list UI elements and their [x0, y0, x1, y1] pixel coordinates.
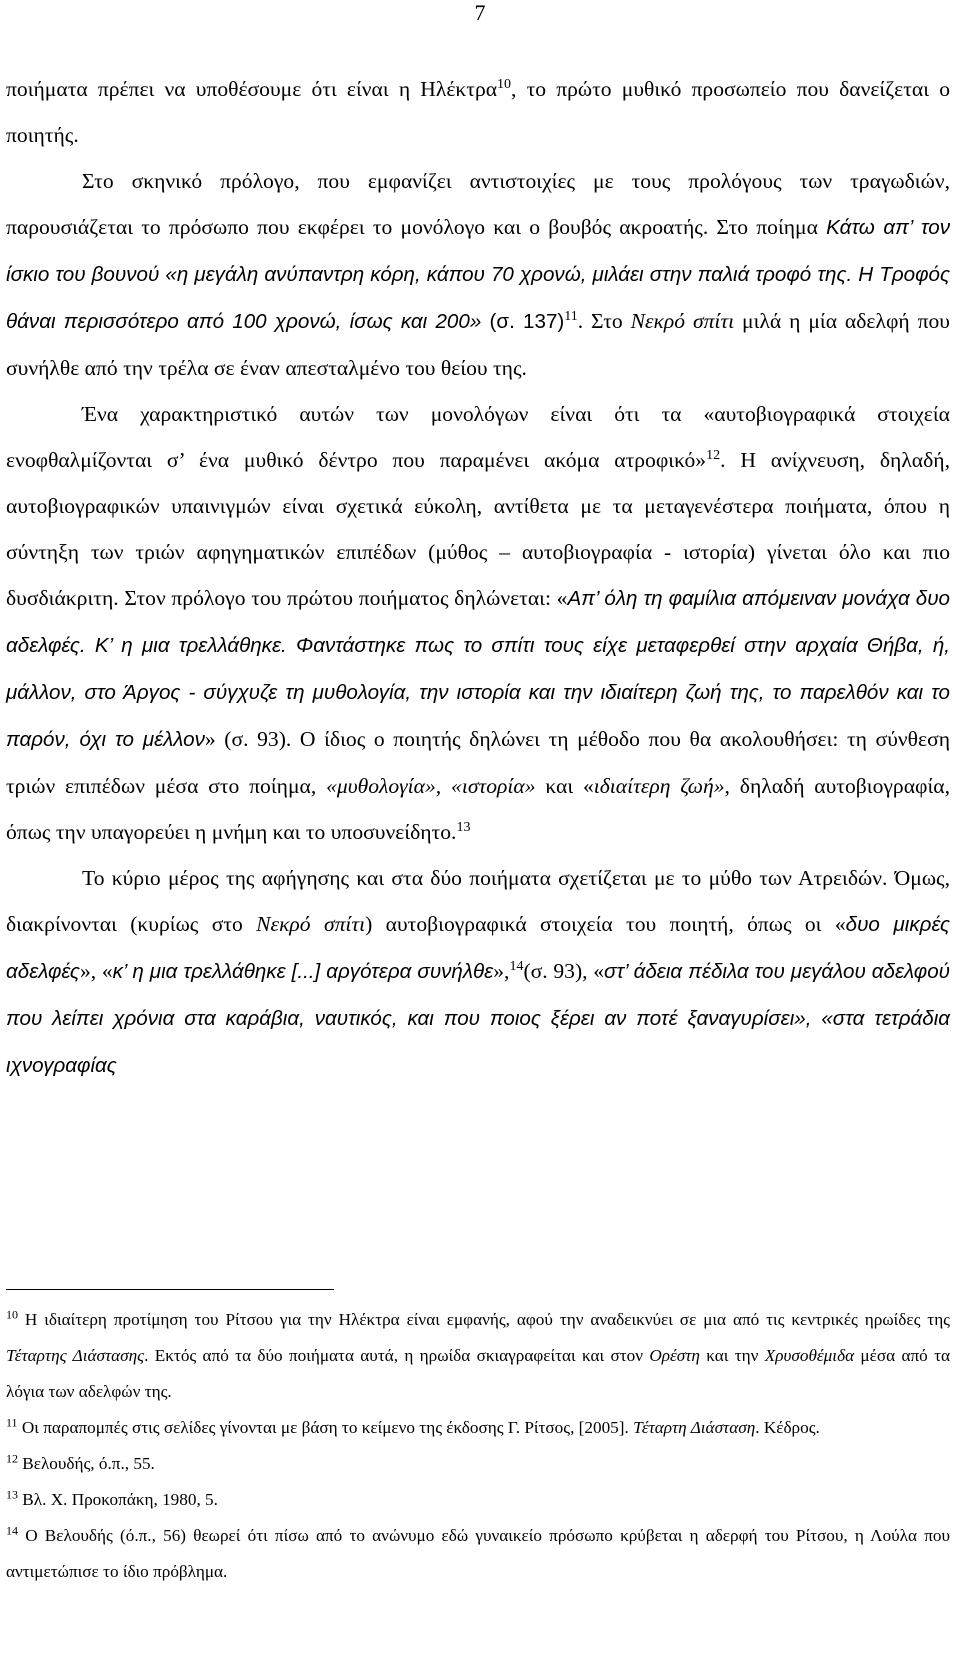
text-span: , δηλαδή αυτοβιογραφία, όπως την υπαγορεύει η μνήμη και το υποσυνείδητο. [6, 774, 950, 844]
italic-term: Χρυσοθέμιδα [764, 1346, 855, 1365]
paragraph-3 [6, 391, 950, 855]
body-text [6, 66, 950, 1089]
italic-term: «μυθολογία», «ιστορία» [326, 774, 536, 798]
text-span: Βλ. Χ. Προκοπάκη, 1980, 5. [18, 1490, 218, 1509]
text-span: Βελουδής, ό.π., 55. [18, 1454, 155, 1473]
text-span: . Εκτός από τα δύο ποιήματα αυτά, η ηρωίδα σκιαγραφείται και στον [144, 1346, 650, 1365]
footnote-ref-11: 11 [564, 308, 578, 324]
text-span: (σ. 93), « [523, 959, 605, 983]
quote-text: «η μεγάλη ανύπαντρη κόρη, κάπου 70 χρονώ, μιλάει στην παλιά τροφό της. Η Τροφός θάναι περισσότερο από 100 χρονώ, ίσως και 200» [6, 263, 950, 333]
footnote-separator [6, 1289, 334, 1290]
text-span: ) αυτοβιογραφικά στοιχεία του ποιητή, όπως οι « [365, 912, 846, 936]
footnote-ref-10: 10 [497, 76, 512, 92]
text-span: (σ. 137) [481, 310, 565, 333]
text-span: », « [79, 959, 113, 983]
text-span: και την [699, 1346, 765, 1365]
footnote-13 [6, 1482, 950, 1518]
quote-text: κ’ η μια τρελλάθηκε [...] αργότερα συνήλθε [112, 960, 494, 983]
italic-term: Τέταρτη Διάσταση [633, 1418, 756, 1437]
poem-title: Νεκρό σπίτι [630, 309, 735, 333]
footnote-number: 11 [6, 1415, 18, 1430]
footnote-12 [6, 1446, 950, 1482]
footnote-number: 12 [6, 1451, 18, 1466]
text-span: », [493, 959, 510, 983]
quote-text: δυο μικρές αδελφές [6, 913, 950, 983]
text-span: » (σ. 93). Ο ίδιος ο ποιητής δηλώνει τη μέθοδο που θα ακολουθήσει: τη σύνθεση τριών επιπέδων μέσα στο ποίημα, [6, 727, 950, 798]
footnotes [6, 1302, 950, 1590]
footnote-ref-14: 14 [509, 958, 524, 974]
paragraph-4 [6, 855, 950, 1089]
text-span: Το κύριο μέρος της αφήγησης και στα δύο ποιήματα σχετίζεται με το μύθο των Ατρειδών. Όμως, διακρίνονται (κυρίως στο [6, 866, 950, 936]
paragraph-1 [6, 66, 950, 158]
text-span: Η ιδιαίτερη προτίμηση του Ρίτσου για την Ηλέκτρα είναι εμφανής, αφού την αναδεικνύει σε μια από τις κεντρικές ηρωίδες της [18, 1310, 950, 1329]
text-span: μέσα από τα λόγια των αδελφών της. [6, 1346, 950, 1401]
paragraph-2 [6, 158, 950, 391]
page-number: 7 [474, 0, 486, 25]
text-span: . Στο [577, 309, 631, 333]
text-span: Ένα χαρακτηριστικό αυτών των μονολόγων είναι ότι τα «αυτοβιογραφικά στοιχεία ενοφθαλμίζονται σ’ ένα μυθικό δέντρο που παραμένει ακόμα ατροφικό» [6, 402, 950, 472]
italic-term: Ορέστη [649, 1346, 700, 1365]
text-span: , το πρώτο μυθικό προσωπείο που δανείζεται ο ποιητής. [6, 77, 950, 147]
italic-term: ιδιαίτερη ζωή» [593, 774, 725, 798]
poem-title: Νεκρό σπίτι [256, 912, 366, 936]
text-span: Ο Βελουδής (ό.π., 56) θεωρεί ότι πίσω από το ανώνυμο εδώ γυναικείο πρόσωπο κρύβεται η αδερφή του Ρίτσου, η Λούλα που αντιμετώπισε το ίδιο πρόβλημα. [6, 1526, 950, 1581]
quote-text: , «στα τετράδια ιχνογραφίας [6, 1007, 951, 1077]
footnote-11 [6, 1410, 950, 1446]
text-span: μιλά η μία αδελφή που συνήλθε από την τρέλα σε έναν απεσταλμένο του θείου της. [6, 309, 951, 380]
italic-term: Τέταρτης Διάστασης [6, 1346, 145, 1365]
footnote-10 [6, 1302, 950, 1410]
footnote-number: 14 [6, 1523, 18, 1538]
footnote-ref-12: 12 [706, 447, 721, 463]
quote-text: στ’ άδεια πέδιλα του μεγάλου αδελφού που λείπει χρόνια στα καράβια, ναυτικός, και που ποιος ξέρει αν ποτέ ξαναγυρίσει» [6, 960, 950, 1030]
text-span: Στο σκηνικό πρόλογο, που εμφανίζει αντιστοιχίες με τους προλόγους των τραγωδιών, παρουσιάζεται το πρόσωπο που εκφέρει το μονόλογο και ο βουβός ακροατής. Στο ποίημα [6, 169, 950, 239]
text-span: . Η ανίχνευση, δηλαδή, αυτοβιογραφικών υπαινιγμών είναι σχετικά εύκολη, αντίθετα με τα μεταγενέστερα ποιήματα, όπου η σύντηξη των τριών αφηγηματικών επιπέδων (μύθος – αυτοβιογραφία - ιστορία) γίνεται όλο και πιο δυσδιάκριτη. Στον πρόλογο του πρώτου ποιήματος δηλώνεται: « [6, 448, 950, 610]
text-span: . Κέδρος. [755, 1418, 820, 1437]
poem-title: Κάτω απ’ τον ίσκιο του βουνού [6, 216, 950, 286]
footnote-ref-13: 13 [456, 819, 471, 835]
text-span: Οι παραπομπές στις σελίδες γίνονται με βάση το κείμενο της έκδοσης Γ. Ρίτσος, [2005]. [17, 1418, 634, 1437]
footnote-number: 13 [6, 1487, 18, 1502]
quote-text: Απ’ όλη τη φαμίλια απόμειναν μονάχα δυο αδελφές. Κ’ η μια τρελλάθηκε. Φαντάστηκε πως το σπίτι τους είχε μεταφερθεί στην αρχαία Θήβα, ή, μάλλον, στο Άργος - σύγχυζε τη μυθολογία, την ιστορία και την ιδιαίτερη ζωή της, το παρελθόν και το παρόν, όχι το μέλλον [6, 587, 950, 751]
text-span: ποιήματα πρέπει να υποθέσουμε ότι είναι η Ηλέκτρα [6, 77, 498, 101]
text-span: και « [535, 774, 594, 798]
footnote-14 [6, 1518, 950, 1590]
footnote-number: 10 [6, 1307, 18, 1322]
